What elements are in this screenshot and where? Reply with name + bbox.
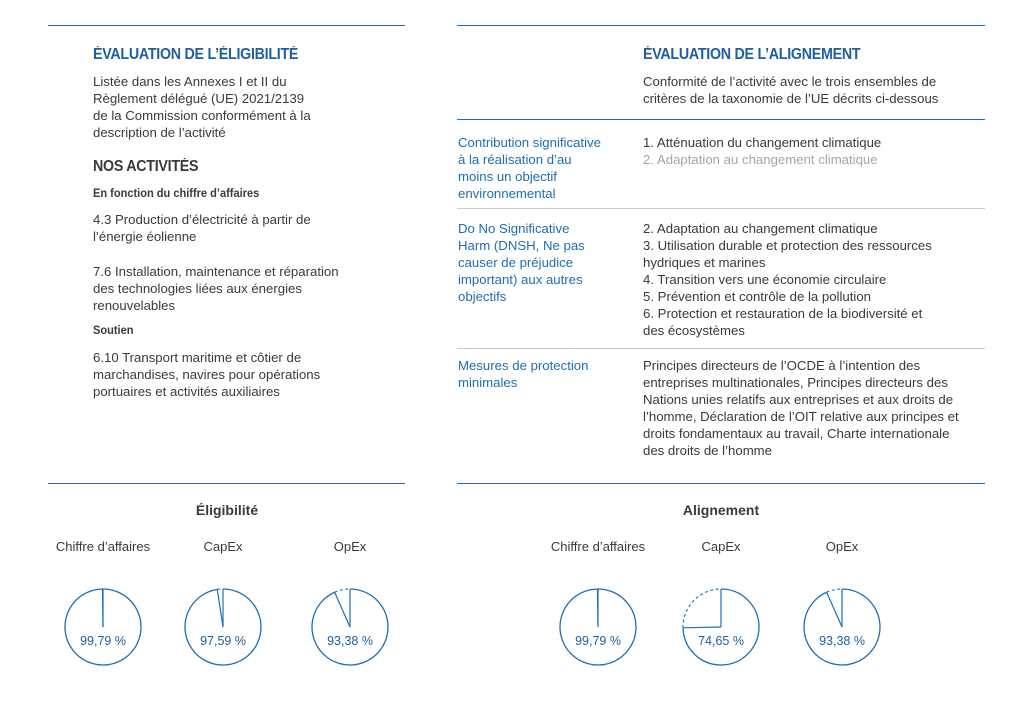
pie-value-label: 74,65 % <box>698 634 744 648</box>
revenue-subtitle: En fonction du chiffre d’affaires <box>93 186 260 200</box>
support-subtitle: Soutien <box>93 323 134 337</box>
pie-eligibility-revenue <box>63 587 143 667</box>
pie-value-label: 93,38 % <box>819 634 865 648</box>
eligibility-title: ÉVALUATION DE L’ÉLIGIBILITÉ <box>93 46 299 63</box>
pie-remainder-arc <box>827 589 842 592</box>
charts-rule-right <box>457 483 985 484</box>
criteria-text-dnsh: 2. Adaptation au changement climatique 3. Utilisation durable et protection des ressources hydriques et marines 4. Transition vers une économie circulaire 5. Prévention et contrôle de la pollution 6. Protection et restauration de la biodiversité et des écosystèmes <box>643 221 932 338</box>
activity-6-10: 6.10 Transport maritime et côtier de marchandises, navires pour opérations portuaires et activités auxiliaires <box>93 350 321 399</box>
pie-alignment-capex <box>681 587 761 667</box>
pie-alignment-revenue <box>558 587 638 667</box>
alignment-intro: Conformité de l’activité avec le trois ensembles de critères de la taxonomie de l’UE décrits ci-dessous <box>643 74 939 106</box>
row-divider <box>457 348 985 349</box>
pie-end-radius <box>335 592 350 627</box>
criteria-label-dnsh: Do No Significative Harm (DNSH, Ne pas causer de préjudice important) aux autres objectifs <box>458 221 585 304</box>
pie-category-label: CapEx <box>701 539 741 554</box>
pie-end-radius <box>597 589 598 627</box>
criteria-text-minimum-safeguards: Principes directeurs de l’OCDE à l’intention des entreprises multinationales, Principes directeurs des Nations unies relatifs aux entreprises et aux droits de l’homme, Déclaration de l’OIT relative aux principes et droits fondamentaux au travail, Charte internationale des droits de l’homme <box>643 358 959 458</box>
pie-eligibility-opex <box>310 587 390 667</box>
pie-value-label: 99,79 % <box>575 634 621 648</box>
activities-title: NOS ACTIVITÉS <box>93 158 199 175</box>
pie-remainder-arc <box>683 589 721 628</box>
criteria-label-contribution: Contribution significative à la réalisation d’au moins un objectif environnemental <box>458 135 601 201</box>
eligibility-intro: Listée dans les Annexes I et II du Règlement délégué (UE) 2021/2139 de la Commission conformément à la description de l’activité <box>93 74 311 140</box>
pie-value-label: 99,79 % <box>80 634 126 648</box>
row-divider <box>457 208 985 209</box>
pie-value-label: 97,59 % <box>200 634 246 648</box>
charts-rule-left <box>48 483 405 484</box>
alignment-title: ÉVALUATION DE L’ALIGNEMENT <box>643 46 861 63</box>
top-rule-right <box>457 25 985 26</box>
eligibility-chart-title: Éligibilité <box>195 502 259 518</box>
table-top-rule <box>457 119 985 120</box>
top-rule-left <box>48 25 405 26</box>
pie-end-radius <box>827 592 842 627</box>
pie-category-label: CapEx <box>203 539 243 554</box>
criteria-label-minimum-safeguards: Mesures de protection minimales <box>458 358 589 390</box>
criteria-text-contribution: 1. Atténuation du changement climatique 2. Adaptation au changement climatique <box>643 135 882 167</box>
pie-eligibility-capex <box>183 587 263 667</box>
activity-4-3: 4.3 Production d’électricité à partir de l’énergie éolienne <box>93 212 311 244</box>
pie-remainder-arc <box>335 589 350 592</box>
pie-category-label: OpEx <box>825 539 859 554</box>
pie-end-radius <box>683 627 721 628</box>
pie-end-radius <box>102 589 103 627</box>
pie-category-label: Chiffre d’affaires <box>550 539 646 554</box>
pie-end-radius <box>217 589 223 627</box>
pie-alignment-opex <box>802 587 882 667</box>
pie-value-label: 93,38 % <box>327 634 373 648</box>
activity-7-6: 7.6 Installation, maintenance et réparation des technologies liées aux énergies renouvelables <box>93 264 339 313</box>
pie-category-label: OpEx <box>333 539 367 554</box>
pie-category-label: Chiffre d’affaires <box>55 539 151 554</box>
alignment-chart-title: Alignement <box>682 502 760 518</box>
